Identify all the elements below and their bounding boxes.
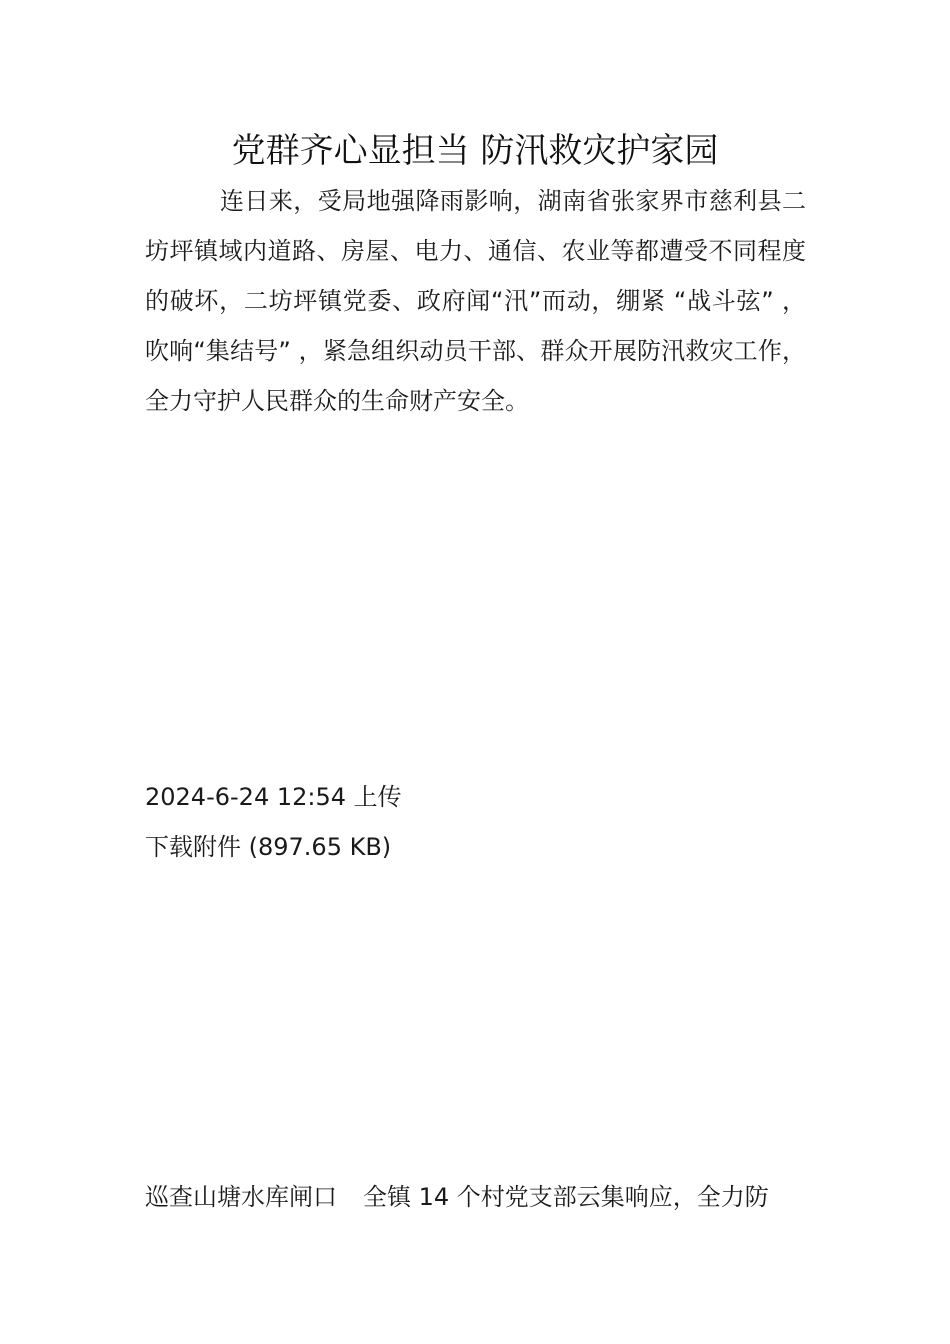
caption-line <box>145 1172 806 1222</box>
continued-text: 全镇 14 个村党支部云集响应，全力防 <box>363 1183 769 1211</box>
article-body: 连日来，受局地强降雨影响，湖南省张家界市慈利县二坊坪镇域内道路、房屋、电力、通信、农业等都遭受不同程度的破坏，二坊坪镇党委、政府闻“汛”而动，绷紧 “战斗弦” ，吹响“集结号” ，紧急组织动员干部、群众开展防汛救灾工作，全力守护人民群众的生命财产安全。 <box>145 187 806 415</box>
upload-timestamp: 2024-6-24 12:54 上传 <box>145 783 402 811</box>
article-title: 党群齐心显担当 防汛救灾护家园 <box>231 131 719 171</box>
image-caption: 巡查山塘水库闸口 <box>145 1183 337 1211</box>
download-attachment-link[interactable]: 下载附件 (897.65 KB) <box>145 833 392 861</box>
